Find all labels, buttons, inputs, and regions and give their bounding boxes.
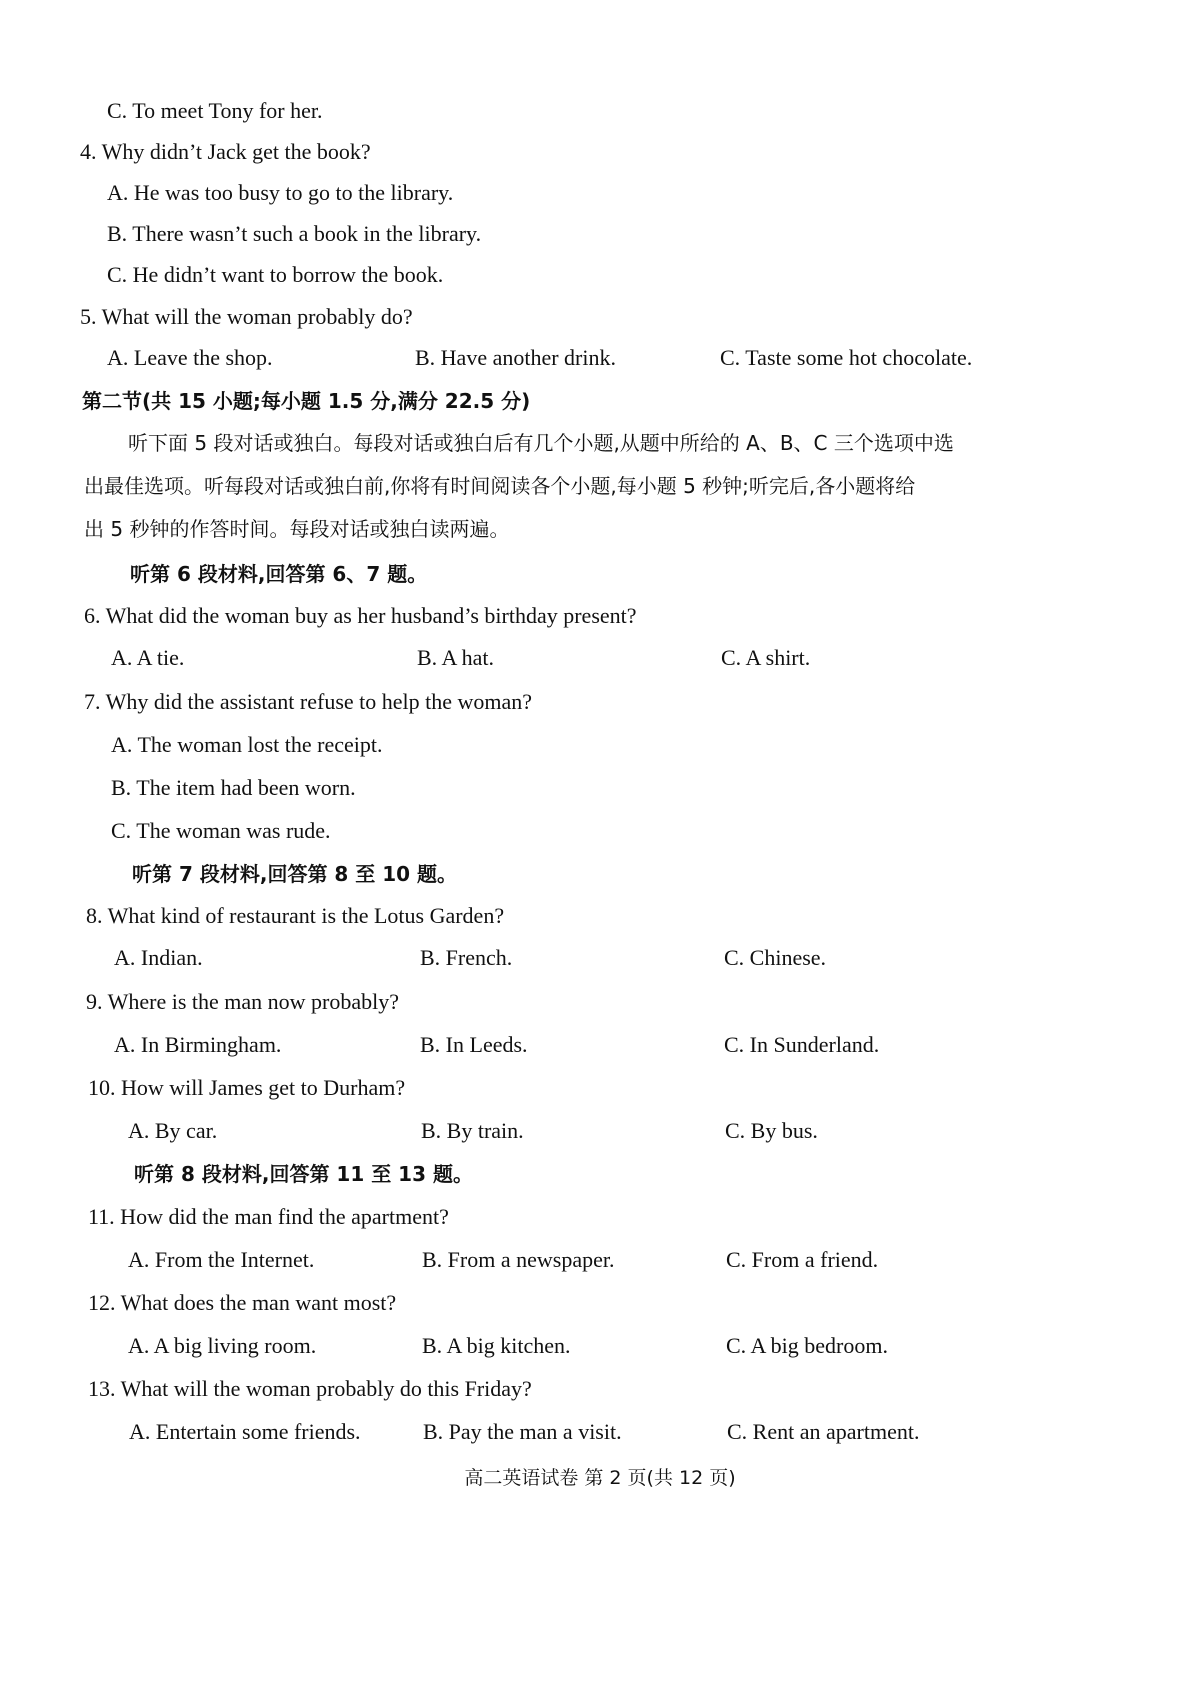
q6-options <box>0 643 1200 673</box>
material-8-heading: 听第 8 段材料,回答第 11 至 13 题。 <box>134 1162 473 1186</box>
q6-option-a: A. A tie. <box>111 645 185 670</box>
q13-option-b: B. Pay the man a visit. <box>423 1419 622 1444</box>
q7-option-b: B. The item had been worn. <box>111 775 356 800</box>
q7-option-c: C. The woman was rude. <box>111 818 331 843</box>
q6-option-c: C. A shirt. <box>721 645 811 670</box>
q4-option-b: B. There wasn’t such a book in the library. <box>107 221 482 246</box>
q7-option-a: A. The woman lost the receipt. <box>111 732 383 757</box>
q5-option-a: A. Leave the shop. <box>107 345 273 370</box>
q13-option-c: C. Rent an apartment. <box>727 1419 920 1444</box>
q6-option-b: B. A hat. <box>417 645 495 670</box>
q12-option-b: B. A big kitchen. <box>422 1333 571 1358</box>
q9-option-c: C. In Sunderland. <box>724 1032 880 1057</box>
q13-options <box>0 1417 1200 1447</box>
question-10: 10. How will James get to Durham? <box>88 1075 406 1100</box>
q13-option-a: A. Entertain some friends. <box>129 1419 361 1444</box>
q10-option-b: B. By train. <box>421 1118 524 1143</box>
instructions-line-3: 出 5 秒钟的作答时间。每段对话或独白读两遍。 <box>84 517 510 541</box>
q10-options <box>0 1116 1200 1146</box>
q9-option-a: A. In Birmingham. <box>114 1032 282 1057</box>
q10-option-c: C. By bus. <box>725 1118 818 1143</box>
q5-option-b: B. Have another drink. <box>415 345 616 370</box>
q3-option-c: C. To meet Tony for her. <box>107 98 323 123</box>
question-7: 7. Why did the assistant refuse to help the woman? <box>84 689 533 714</box>
q4-option-c: C. He didn’t want to borrow the book. <box>107 262 444 287</box>
question-4: 4. Why didn’t Jack get the book? <box>80 139 371 164</box>
q11-option-b: B. From a newspaper. <box>422 1247 615 1272</box>
question-9: 9. Where is the man now probably? <box>86 989 400 1014</box>
material-7-heading: 听第 7 段材料,回答第 8 至 10 题。 <box>132 862 458 886</box>
q9-option-b: B. In Leeds. <box>420 1032 528 1057</box>
q9-options <box>0 1030 1200 1060</box>
q11-option-c: C. From a friend. <box>726 1247 879 1272</box>
instructions-line-1: 听下面 5 段对话或独白。每段对话或独白后有几个小题,从题中所给的 A、B、C 三个选项中选 <box>128 431 954 455</box>
page-footer: 高二英语试卷 第 2 页(共 12 页) <box>464 1467 736 1489</box>
question-13: 13. What will the woman probably do this Friday? <box>88 1376 532 1401</box>
q11-options <box>0 1245 1200 1275</box>
q4-option-a: A. He was too busy to go to the library. <box>107 180 454 205</box>
q8-options <box>0 943 1200 973</box>
question-5: 5. What will the woman probably do? <box>80 304 413 329</box>
question-6: 6. What did the woman buy as her husband’s birthday present? <box>84 603 637 628</box>
q8-option-c: C. Chinese. <box>724 945 827 970</box>
q8-option-a: A. Indian. <box>114 945 203 970</box>
question-11: 11. How did the man find the apartment? <box>88 1204 449 1229</box>
section-2-title: 第二节(共 15 小题;每小题 1.5 分,满分 22.5 分) <box>82 389 531 413</box>
q10-option-a: A. By car. <box>128 1118 218 1143</box>
q12-options <box>0 1331 1200 1361</box>
question-12: 12. What does the man want most? <box>88 1290 397 1315</box>
instructions-line-2: 出最佳选项。听每段对话或独白前,你将有时间阅读各个小题,每小题 5 秒钟;听完后,各小题将给 <box>84 474 916 498</box>
q11-option-a: A. From the Internet. <box>128 1247 315 1272</box>
q5-option-c: C. Taste some hot chocolate. <box>720 345 973 370</box>
q12-option-a: A. A big living room. <box>128 1333 317 1358</box>
q8-option-b: B. French. <box>420 945 513 970</box>
question-8: 8. What kind of restaurant is the Lotus Garden? <box>86 903 505 928</box>
q12-option-c: C. A big bedroom. <box>726 1333 888 1358</box>
material-6-heading: 听第 6 段材料,回答第 6、7 题。 <box>130 562 428 586</box>
q5-options <box>0 343 1200 373</box>
